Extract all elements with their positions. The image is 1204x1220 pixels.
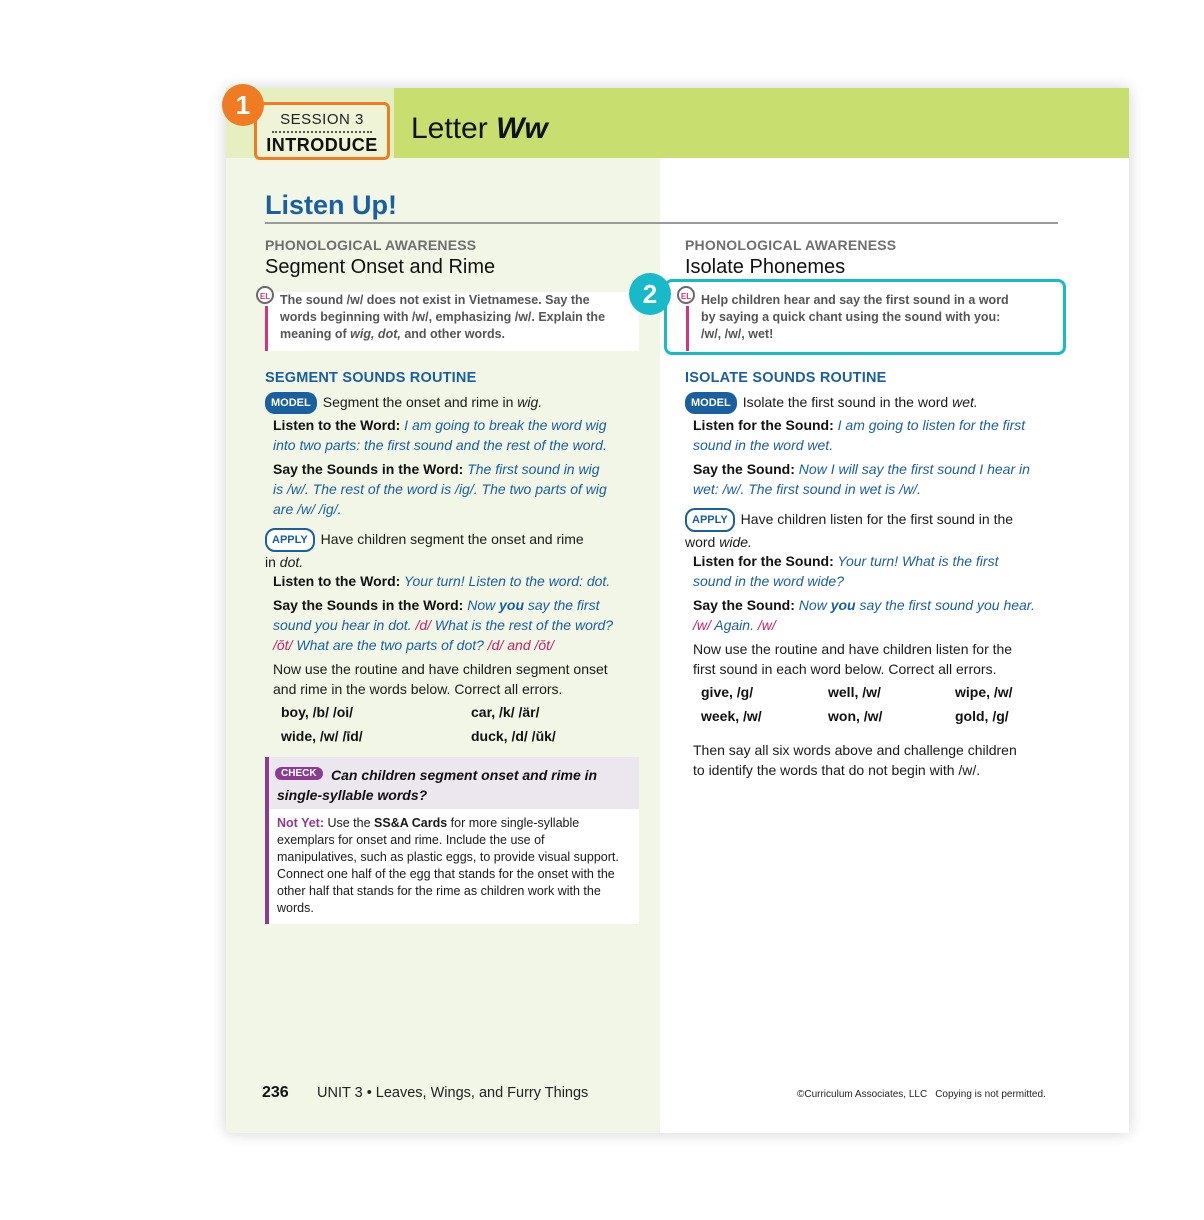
left-apply-text-1: Have children segment the onset and rime bbox=[320, 531, 584, 547]
right-then-block bbox=[693, 740, 1065, 780]
right-now-line-2: first sound in each word below. Correct all errors. bbox=[693, 661, 997, 677]
right-listen-label: Listen for the Sound: bbox=[693, 417, 834, 433]
right-apply-line-2 bbox=[685, 532, 1065, 552]
left-listen-label: Listen to the Word: bbox=[273, 417, 401, 433]
left-model-word: wig. bbox=[517, 394, 543, 410]
right-model-line bbox=[685, 392, 1065, 414]
not-yet-a: Use the bbox=[324, 816, 375, 830]
right-routine-title: ISOLATE SOUNDS ROUTINE bbox=[685, 370, 887, 386]
right-say2-end: Again. bbox=[710, 617, 758, 633]
right-word-5: won, /w/ bbox=[828, 708, 883, 724]
right-say2-c: say the first sound you hear. bbox=[855, 597, 1035, 613]
not-yet-b: for more single-syllable exemplars for onset and rime. Include the use of manipulatives, such as plastic eggs, to provide visual support. Connect one half of the egg that stands for the onset with the other half that stands for the rime as children work with the words. bbox=[277, 816, 619, 915]
left-listen2-text: Your turn! Listen to the word: dot. bbox=[400, 573, 611, 589]
el-icon: EL bbox=[677, 286, 695, 304]
left-word-2: car, /k/ /är/ bbox=[471, 704, 540, 720]
el-bar bbox=[686, 306, 689, 351]
el-line-3b: wig, dot, bbox=[350, 327, 401, 341]
check-box bbox=[265, 757, 639, 924]
left-apply-block bbox=[265, 528, 645, 572]
session-box bbox=[254, 102, 390, 160]
right-say2-label: Say the Sound: bbox=[693, 597, 795, 613]
left-now-block bbox=[273, 659, 645, 699]
right-say2-block bbox=[693, 595, 1065, 635]
right-then-line-2: to identify the words that do not begin with /w/. bbox=[693, 762, 981, 778]
left-word-3: wide, /w/ /īd/ bbox=[281, 728, 363, 744]
el-line-1: Help children hear and say the first sound in a word bbox=[701, 293, 1009, 307]
left-apply-word: dot. bbox=[279, 554, 304, 570]
right-apply-prefix: word bbox=[685, 534, 720, 550]
lesson-title-letter: Ww bbox=[496, 112, 548, 145]
left-say2-mag1: /ŏt/ bbox=[273, 637, 293, 653]
right-now-block bbox=[693, 639, 1065, 679]
check-body bbox=[277, 815, 627, 917]
right-listen-line-1 bbox=[693, 415, 1065, 435]
right-listen2-text-2: sound in the word wide? bbox=[693, 573, 844, 589]
right-el-note bbox=[680, 292, 1056, 351]
right-word-6: gold, /g/ bbox=[955, 708, 1009, 724]
model-pill: MODEL bbox=[685, 392, 737, 414]
model-pill: MODEL bbox=[265, 392, 317, 414]
not-yet-label: Not Yet: bbox=[277, 816, 324, 830]
el-line-3: /w/, /w/, wet! bbox=[701, 327, 774, 341]
right-say2-line-1 bbox=[693, 595, 1065, 615]
left-subhead: Segment Onset and Rime bbox=[265, 256, 496, 278]
left-say2-line-2 bbox=[273, 615, 645, 635]
el-note-text bbox=[265, 292, 639, 343]
apply-pill: APPLY bbox=[685, 508, 735, 532]
left-now-line-2: and rime in the words below. Correct all errors. bbox=[273, 681, 563, 697]
right-model-word: wet. bbox=[952, 394, 978, 410]
left-listen-text-1: I am going to break the word wig bbox=[400, 417, 607, 433]
left-say2-label: Say the Sounds in the Word: bbox=[273, 597, 464, 613]
left-say2-mag2: /d/ and /ŏt/ bbox=[487, 637, 554, 653]
copy-notice: Copying is not permitted. bbox=[935, 1089, 1046, 1100]
left-listen-line-1 bbox=[273, 415, 645, 435]
right-say-line-1 bbox=[693, 459, 1065, 479]
left-say2-block bbox=[273, 595, 645, 655]
right-word-4: week, /w/ bbox=[701, 708, 762, 724]
right-listen-text-2: sound in the word wet. bbox=[693, 437, 834, 453]
el-line-2: words beginning with /w/, emphasizing /w/. Explain the bbox=[280, 310, 606, 324]
session-type: INTRODUCE bbox=[266, 135, 378, 155]
left-say2-b: you bbox=[499, 597, 524, 613]
el-line-3c: and other words. bbox=[400, 327, 506, 341]
right-say2-mag2: /w/ bbox=[757, 617, 776, 633]
left-say2-mag: /d/ bbox=[415, 617, 432, 633]
right-listen2-label: Listen for the Sound: bbox=[693, 553, 834, 569]
right-say-label: Say the Sound: bbox=[693, 461, 795, 477]
check-pill: CHECK bbox=[275, 767, 323, 780]
apply-pill: APPLY bbox=[265, 528, 315, 552]
left-listen-block bbox=[273, 415, 645, 455]
left-apply-line-1 bbox=[265, 528, 645, 552]
left-say-line-1 bbox=[273, 459, 645, 479]
right-say-text-2: wet: /w/. The first sound in wet is /w/. bbox=[693, 481, 921, 497]
right-say2-line-2 bbox=[693, 615, 1065, 635]
right-say-block bbox=[693, 459, 1065, 499]
section-title: Listen Up! bbox=[265, 190, 397, 220]
right-now-line-1: Now use the routine and have children listen for the bbox=[693, 641, 1013, 657]
left-say-text-1: The first sound in wig bbox=[463, 461, 600, 477]
session-label: SESSION 3 bbox=[280, 111, 364, 128]
el-line-1: The sound /w/ does not exist in Vietnamese. Say the bbox=[280, 293, 590, 307]
right-apply-text-1: Have children listen for the first sound in the bbox=[740, 511, 1014, 527]
el-note-text bbox=[686, 292, 1056, 343]
right-word-2: well, /w/ bbox=[828, 684, 881, 700]
right-apply-word: wide. bbox=[719, 534, 752, 550]
check-bar bbox=[265, 757, 269, 924]
right-say-text-1: Now I will say the first sound I hear in bbox=[794, 461, 1030, 477]
callout-badge-1: 1 bbox=[222, 84, 264, 126]
left-listen2-label: Listen to the Word: bbox=[273, 573, 401, 589]
el-bar bbox=[265, 306, 268, 351]
right-word-1: give, /g/ bbox=[701, 684, 754, 700]
left-el-note bbox=[259, 292, 639, 351]
el-line-3 bbox=[280, 326, 639, 343]
right-say2-a: Now bbox=[794, 597, 831, 613]
right-listen2-line-1 bbox=[693, 551, 1065, 571]
left-say-text-3: are /w/ /ig/. bbox=[273, 501, 342, 517]
left-say2-mid: What are the two parts of dot? bbox=[292, 637, 488, 653]
right-listen2-text-1: Your turn! What is the first bbox=[833, 553, 999, 569]
left-say2-line-1 bbox=[273, 595, 645, 615]
check-question: Can children segment onset and rime in single-syllable words? bbox=[277, 767, 598, 803]
lesson-title-prefix: Letter bbox=[411, 112, 497, 145]
right-listen-text-1: I am going to listen for the first bbox=[833, 417, 1026, 433]
right-say2-mag: /w/ bbox=[693, 617, 711, 633]
page-number: 236 bbox=[262, 1084, 289, 1101]
left-model-line bbox=[265, 392, 645, 414]
left-now-line-1: Now use the routine and have children segment onset bbox=[273, 661, 608, 677]
unit-title: UNIT 3 • Leaves, Wings, and Furry Things bbox=[317, 1085, 589, 1101]
right-say2-b: you bbox=[830, 597, 856, 613]
right-model-text: Isolate the first sound in the word bbox=[742, 394, 953, 410]
el-line-3a: meaning of bbox=[280, 327, 351, 341]
left-kicker: PHONOLOGICAL AWARENESS bbox=[265, 237, 477, 253]
callout-badge-2: 2 bbox=[629, 273, 671, 315]
left-say-label: Say the Sounds in the Word: bbox=[273, 461, 464, 477]
right-then-line-1: Then say all six words above and challenge children bbox=[693, 742, 1017, 758]
left-word-4: duck, /d/ /ŭk/ bbox=[471, 728, 556, 744]
right-kicker: PHONOLOGICAL AWARENESS bbox=[685, 237, 897, 253]
left-say2-line-3 bbox=[273, 635, 645, 655]
session-divider bbox=[272, 131, 372, 133]
left-word-1: boy, /b/ /oi/ bbox=[281, 704, 354, 720]
left-apply-line-2 bbox=[265, 552, 645, 572]
left-say2-a: Now bbox=[463, 597, 500, 613]
right-word-3: wipe, /w/ bbox=[955, 684, 1013, 700]
left-listen2-line bbox=[273, 571, 645, 591]
left-say-text-2: is /w/. The rest of the word is /ig/. The two parts of wig bbox=[273, 481, 607, 497]
copyright-text: ©Curriculum Associates, LLC bbox=[797, 1089, 928, 1100]
left-apply-prefix: in bbox=[265, 554, 280, 570]
left-routine-title: SEGMENT SOUNDS ROUTINE bbox=[265, 370, 477, 386]
right-subhead: Isolate Phonemes bbox=[685, 256, 846, 278]
section-rule bbox=[265, 222, 1058, 224]
left-model-text: Segment the onset and rime in bbox=[322, 394, 518, 410]
right-apply-block bbox=[685, 508, 1065, 552]
left-say2-end: What is the rest of the word? bbox=[431, 617, 614, 633]
left-say-block bbox=[273, 459, 645, 519]
right-listen-block bbox=[693, 415, 1065, 455]
right-apply-line-1 bbox=[685, 508, 1065, 532]
copyright-line bbox=[797, 1089, 1046, 1100]
el-icon: EL bbox=[256, 286, 274, 304]
right-listen2-block bbox=[693, 551, 1065, 591]
lesson-title bbox=[411, 112, 548, 146]
el-line-2: by saying a quick chant using the sound with you: bbox=[701, 310, 1001, 324]
left-say2-line2: sound you hear in dot. bbox=[273, 617, 416, 633]
left-say2-c: say the first bbox=[524, 597, 600, 613]
ssa-cards-text: SS&A Cards bbox=[374, 816, 448, 830]
left-listen-text-2: into two parts: the first sound and the rest of the word. bbox=[273, 437, 607, 453]
